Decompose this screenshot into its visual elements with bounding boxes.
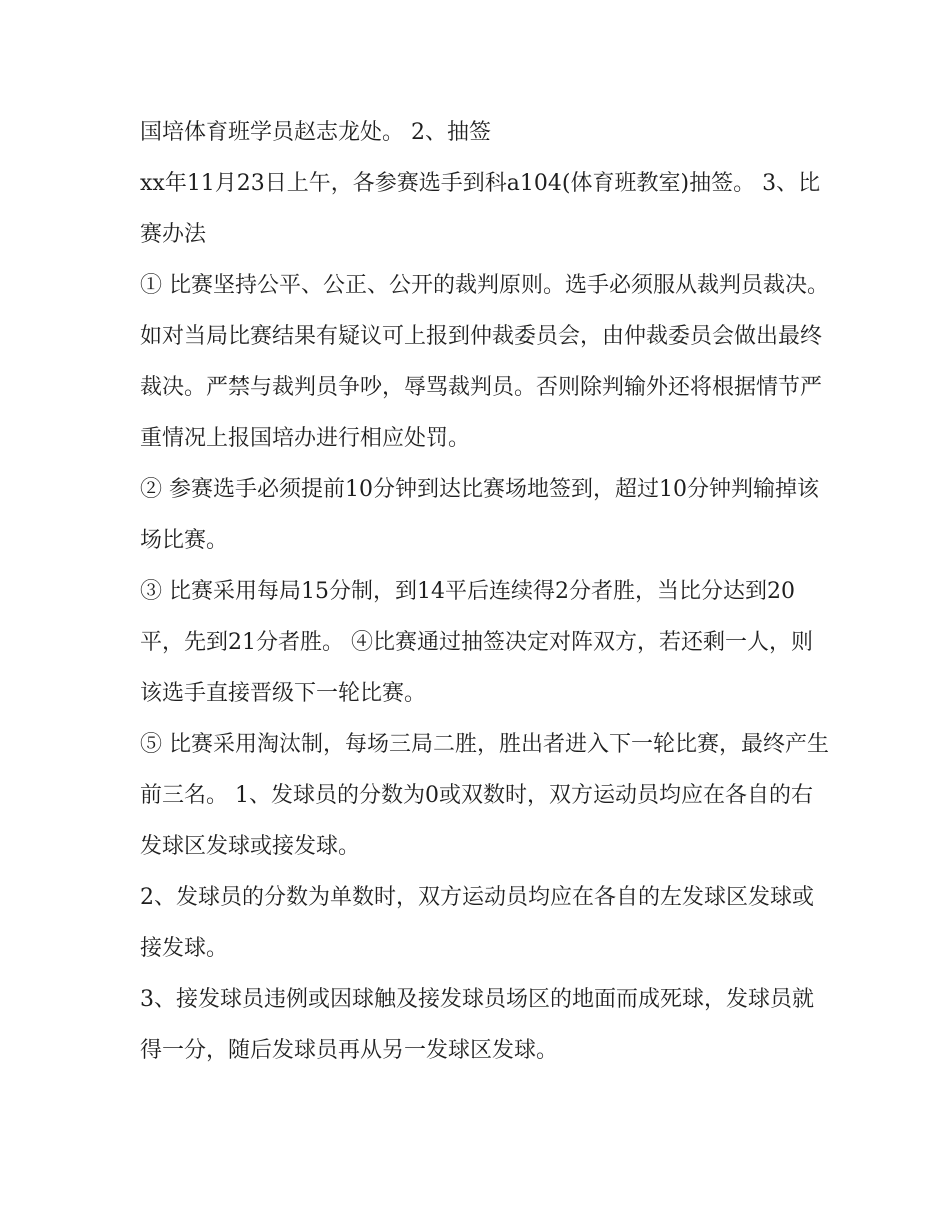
paragraph-5: ③ 比赛采用每局15分制，到14平后连续得2分者胜，当比分达到20平，先到21分者胜。 ④比赛通过抽签决定对阵双方，若还剩一人，则该选手直接晋级下一轮比赛。	[140, 579, 813, 706]
paragraph-7: 2、发球员的分数为单数时，双方运动员均应在各自的左发球区发球或接发球。	[140, 885, 814, 961]
paragraph-2: xx年11月23日上午，各参赛选手到科a104(体育班教室)抽签。 3、比赛办法	[140, 171, 821, 247]
paragraph-4: ② 参赛选手必须提前10分钟到达比赛场地签到，超过10分钟判输掉该场比赛。	[140, 477, 819, 553]
paragraph-8: 3、接发球员违例或因球触及接发球员场区的地面而成死球，发球员就得一分，随后发球员再从另一发球区发球。	[140, 987, 814, 1063]
document-body	[140, 107, 830, 1076]
paragraph-1: 国培体育班学员赵志龙处。 2、抽签	[140, 120, 491, 145]
paragraph-6: ⑤ 比赛采用淘汰制，每场三局二胜，胜出者进入下一轮比赛，最终产生前三名。 1、发球员的分数为0或双数时，双方运动员均应在各自的右发球区发球或接发球。	[140, 732, 829, 859]
paragraph-3: ① 比赛坚持公平、公正、公开的裁判原则。选手必须服从裁判员裁决。如对当局比赛结果有疑议可上报到仲裁委员会，由仲裁委员会做出最终裁决。严禁与裁判员争吵，辱骂裁判员。否则除判输外还将根据情节严重情况上报国培办进行相应处罚。	[140, 273, 829, 451]
